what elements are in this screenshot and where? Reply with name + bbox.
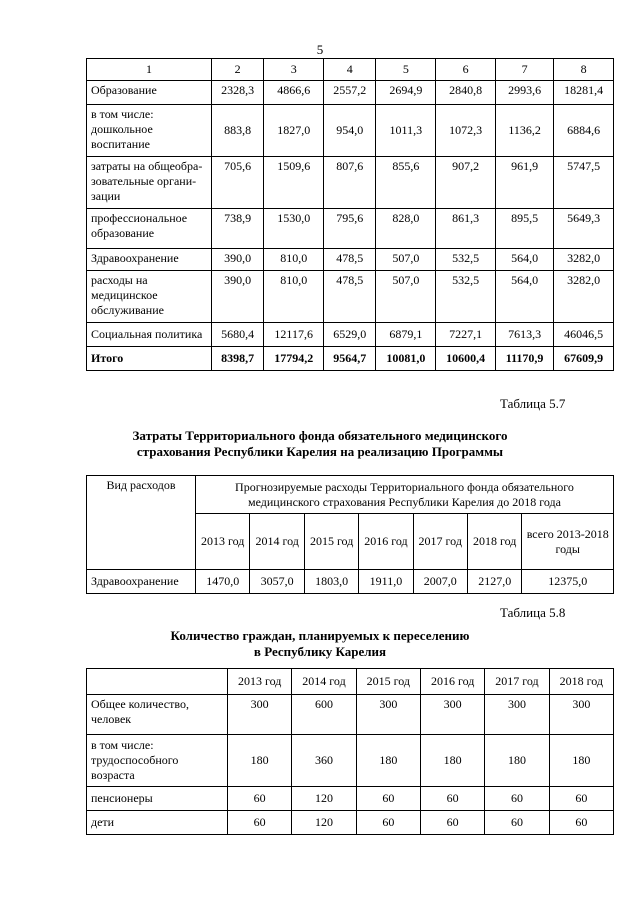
cell: 738,9 bbox=[212, 209, 264, 249]
cell: 300 bbox=[485, 695, 549, 735]
header-cell: 1 bbox=[87, 59, 212, 81]
empty-header bbox=[87, 669, 228, 695]
year-header: 2017 год bbox=[413, 514, 467, 570]
table-row bbox=[87, 209, 614, 249]
cell: 961,9 bbox=[496, 157, 554, 209]
table-title-line1: Количество граждан, планируемых к переселению bbox=[170, 628, 470, 643]
year-header: 2018 год bbox=[549, 669, 613, 695]
cell: 1530,0 bbox=[264, 209, 324, 249]
cell: 60 bbox=[356, 787, 420, 811]
cell: 180 bbox=[485, 735, 549, 787]
cell: 3282,0 bbox=[554, 271, 614, 323]
cell: 478,5 bbox=[324, 249, 376, 271]
cell: 810,0 bbox=[264, 271, 324, 323]
year-header: 2017 год bbox=[485, 669, 549, 695]
cell: 895,5 bbox=[496, 209, 554, 249]
cell: 300 bbox=[549, 695, 613, 735]
cell: 6529,0 bbox=[324, 323, 376, 347]
tfoms-expenses-table bbox=[86, 475, 614, 594]
row-label: Здравоохранение bbox=[87, 570, 196, 594]
cell: 532,5 bbox=[436, 249, 496, 271]
cell: 828,0 bbox=[376, 209, 436, 249]
year-header: 2015 год bbox=[356, 669, 420, 695]
cell: 60 bbox=[356, 811, 420, 835]
cell: 807,6 bbox=[324, 157, 376, 209]
cell: 6884,6 bbox=[554, 105, 614, 157]
cell: 390,0 bbox=[212, 249, 264, 271]
row-label: затраты на общеобра-зовательные органи-зации bbox=[87, 157, 212, 209]
table-row bbox=[87, 157, 614, 209]
row-label: расходы на медицинское обслуживание bbox=[87, 271, 212, 323]
header-cell: 4 bbox=[324, 59, 376, 81]
cell: 2694,9 bbox=[376, 81, 436, 105]
header-cell: 7 bbox=[496, 59, 554, 81]
cell: 180 bbox=[228, 735, 292, 787]
cell: 1136,2 bbox=[496, 105, 554, 157]
cell: 507,0 bbox=[376, 271, 436, 323]
table-row bbox=[87, 249, 614, 271]
cell: 861,3 bbox=[436, 209, 496, 249]
year-header: 2014 год bbox=[292, 669, 356, 695]
page-number: 5 bbox=[316, 42, 324, 57]
cell: 1509,6 bbox=[264, 157, 324, 209]
cell: 1011,3 bbox=[376, 105, 436, 157]
year-header: 2014 год bbox=[250, 514, 304, 570]
cell: 60 bbox=[549, 811, 613, 835]
row-label: Общее количество, человек bbox=[87, 695, 228, 735]
cell: 67609,9 bbox=[554, 347, 614, 371]
budget-table bbox=[86, 58, 614, 371]
cell: 10081,0 bbox=[376, 347, 436, 371]
row-label: Социальная политика bbox=[87, 323, 212, 347]
table-title-line2: в Республику Карелия bbox=[253, 644, 387, 659]
cell: 11170,9 bbox=[496, 347, 554, 371]
cell: 60 bbox=[485, 787, 549, 811]
table-header-row bbox=[87, 59, 614, 81]
cell: 300 bbox=[420, 695, 484, 735]
cell: 60 bbox=[420, 787, 484, 811]
cell: 507,0 bbox=[376, 249, 436, 271]
cell: 883,8 bbox=[212, 105, 264, 157]
cell: 795,6 bbox=[324, 209, 376, 249]
cell: 300 bbox=[228, 695, 292, 735]
cell: 60 bbox=[485, 811, 549, 835]
cell: 3282,0 bbox=[554, 249, 614, 271]
cell: 180 bbox=[420, 735, 484, 787]
cell: 855,6 bbox=[376, 157, 436, 209]
cell: 7227,1 bbox=[436, 323, 496, 347]
cell: 5747,5 bbox=[554, 157, 614, 209]
cell: 390,0 bbox=[212, 271, 264, 323]
cell: 564,0 bbox=[496, 271, 554, 323]
cell: 954,0 bbox=[324, 105, 376, 157]
cell: 600 bbox=[292, 695, 356, 735]
cell: 2993,6 bbox=[496, 81, 554, 105]
cell: 1470,0 bbox=[196, 570, 250, 594]
row-label: Образование bbox=[87, 81, 212, 105]
total-row bbox=[87, 347, 614, 371]
cell: 7613,3 bbox=[496, 323, 554, 347]
cell: 120 bbox=[292, 811, 356, 835]
header-cell: 8 bbox=[554, 59, 614, 81]
row-label: в том числе: трудоспособного возраста bbox=[87, 735, 228, 787]
cell: 60 bbox=[549, 787, 613, 811]
year-header: 2016 год bbox=[359, 514, 413, 570]
table-title-line2: страхования Республики Карелия на реализацию Программы bbox=[136, 444, 504, 459]
year-header: всего 2013-2018 годы bbox=[522, 514, 614, 570]
cell: 180 bbox=[549, 735, 613, 787]
header-cell: 3 bbox=[264, 59, 324, 81]
cell: 4866,6 bbox=[264, 81, 324, 105]
header-cell: 2 bbox=[212, 59, 264, 81]
cell: 60 bbox=[228, 811, 292, 835]
row-label: профессиональное образование bbox=[87, 209, 212, 249]
cell: 46046,5 bbox=[554, 323, 614, 347]
year-header: 2016 год bbox=[420, 669, 484, 695]
cell: 360 bbox=[292, 735, 356, 787]
cell: 12375,0 bbox=[522, 570, 614, 594]
year-header: 2013 год bbox=[196, 514, 250, 570]
row-label: в том числе: дошкольное воспитание bbox=[87, 105, 212, 157]
table-row bbox=[87, 81, 614, 105]
cell: 1911,0 bbox=[359, 570, 413, 594]
table-row bbox=[87, 323, 614, 347]
cell: 907,2 bbox=[436, 157, 496, 209]
cell: 5680,4 bbox=[212, 323, 264, 347]
year-header: 2015 год bbox=[304, 514, 358, 570]
group-header: Прогнозируемые расходы Территориального фонда обязательного медицинского страхования Республики Карелия до 2018 года bbox=[196, 476, 614, 514]
table-caption: Таблица 5.8 bbox=[500, 605, 566, 620]
cell: 1072,3 bbox=[436, 105, 496, 157]
row-label: дети bbox=[87, 811, 228, 835]
cell: 564,0 bbox=[496, 249, 554, 271]
header-cell: 6 bbox=[436, 59, 496, 81]
row-label: пенсионеры bbox=[87, 787, 228, 811]
cell: 532,5 bbox=[436, 271, 496, 323]
cell: 2840,8 bbox=[436, 81, 496, 105]
cell: 180 bbox=[356, 735, 420, 787]
resettlement-table bbox=[86, 668, 614, 835]
cell: 2557,2 bbox=[324, 81, 376, 105]
cell: 3057,0 bbox=[250, 570, 304, 594]
cell: 120 bbox=[292, 787, 356, 811]
table-row bbox=[87, 105, 614, 157]
cell: 300 bbox=[356, 695, 420, 735]
cell: 5649,3 bbox=[554, 209, 614, 249]
table-title-line1: Затраты Территориального фонда обязательного медицинского bbox=[132, 428, 508, 443]
cell: 8398,7 bbox=[212, 347, 264, 371]
cell: 6879,1 bbox=[376, 323, 436, 347]
cell: 1803,0 bbox=[304, 570, 358, 594]
cell: 2328,3 bbox=[212, 81, 264, 105]
cell: 60 bbox=[420, 811, 484, 835]
cell: 60 bbox=[228, 787, 292, 811]
cell: 12117,6 bbox=[264, 323, 324, 347]
cell: 9564,7 bbox=[324, 347, 376, 371]
row-label: Итого bbox=[87, 347, 212, 371]
cell: 18281,4 bbox=[554, 81, 614, 105]
cell: 2007,0 bbox=[413, 570, 467, 594]
cell: 17794,2 bbox=[264, 347, 324, 371]
cell: 1827,0 bbox=[264, 105, 324, 157]
table-row bbox=[87, 271, 614, 323]
cell: 10600,4 bbox=[436, 347, 496, 371]
table-caption: Таблица 5.7 bbox=[500, 396, 566, 411]
cell: 705,6 bbox=[212, 157, 264, 209]
cell: 2127,0 bbox=[467, 570, 521, 594]
column-header: Вид расходов bbox=[87, 476, 196, 570]
cell: 478,5 bbox=[324, 271, 376, 323]
cell: 810,0 bbox=[264, 249, 324, 271]
year-header: 2013 год bbox=[228, 669, 292, 695]
header-cell: 5 bbox=[376, 59, 436, 81]
row-label: Здравоохранение bbox=[87, 249, 212, 271]
year-header: 2018 год bbox=[467, 514, 521, 570]
